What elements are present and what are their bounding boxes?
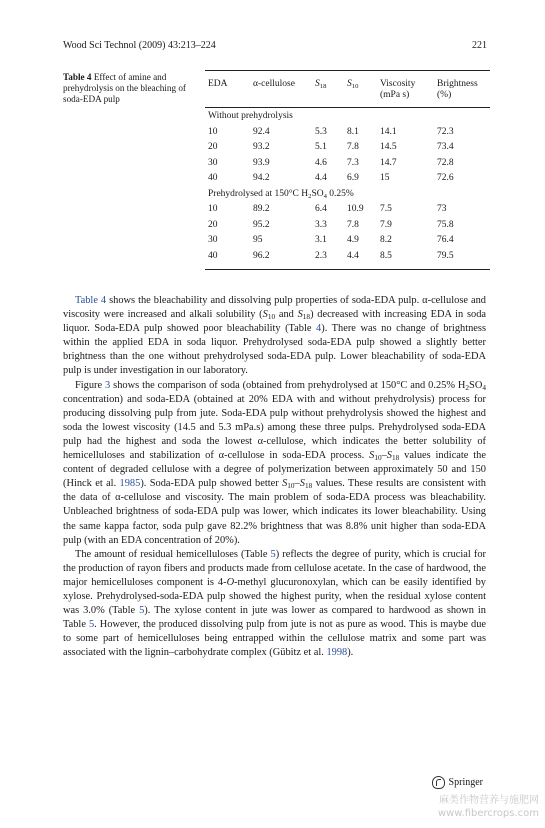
cell-s10: 7.8 bbox=[347, 219, 359, 230]
col-header-eda: EDA bbox=[208, 79, 228, 89]
cell-alpha-cellulose: 96.2 bbox=[253, 250, 270, 261]
cell-brightness: 76.4 bbox=[437, 235, 454, 245]
cell-alpha-cellulose: 95.2 bbox=[253, 219, 270, 230]
cell-viscosity: 14.7 bbox=[380, 157, 397, 168]
col-header-brightness: Brightness (%) bbox=[437, 79, 478, 100]
cell-viscosity: 15 bbox=[380, 173, 390, 183]
col-header-s18: $S_{18}$ bbox=[315, 79, 327, 90]
cell-alpha-cellulose: 92.4 bbox=[253, 126, 270, 137]
cell-s18: 6.4 bbox=[315, 204, 327, 214]
body-text bbox=[63, 294, 486, 660]
cell-alpha-cellulose: 93.9 bbox=[253, 157, 270, 168]
cell-viscosity: 14.5 bbox=[380, 142, 397, 152]
table-section-title bbox=[205, 108, 490, 124]
cell-eda: 40 bbox=[208, 173, 218, 183]
table-header bbox=[205, 71, 490, 107]
cell-brightness: 75.8 bbox=[437, 219, 454, 230]
cell-viscosity: 14.1 bbox=[380, 126, 397, 137]
cell-s18: 5.1 bbox=[315, 142, 327, 152]
cell-s18: 3.3 bbox=[315, 219, 327, 230]
paragraph-3: The amount of residual hemicelluloses (Table 5) reflects the degree of purity, which is crucial for the production of rayon fibers and products made from cellulose acetate. In the case of hardwood, the major hemicelluloses component is 4-O-methyl glucuronoxylan, which can be easily identified by xylose. Prehydrolysed-soda-EDA pulp showed the highest purity, when the residual xylose content was 3.0% (Table 5). The xylose content in jute was lower as compared to hardwood as shown in Table 5. However, the produced dissolving pulp from jute is not as pure as wood. This is maybe due to some part of hemicelluloses being entrapped within the cellulose matrix and some part was associated with the lignin–carbohydrate complex (Gübitz et al. 1998). bbox=[63, 548, 486, 659]
cell-s18: 4.6 bbox=[315, 157, 327, 168]
table-row bbox=[205, 155, 490, 171]
cell-alpha-cellulose: 89.2 bbox=[253, 204, 270, 214]
page-number: 221 bbox=[472, 40, 487, 51]
table-row bbox=[205, 248, 490, 264]
watermark-line-2: www.fibercrops.com bbox=[437, 808, 539, 819]
cell-s10: 8.1 bbox=[347, 126, 359, 137]
table-label: Table 4 bbox=[63, 72, 92, 82]
cell-brightness: 73 bbox=[437, 204, 447, 214]
paragraph-1: Table 4 shows the bleachability and dissolving pulp properties of soda-EDA pulp. α-cellulose and viscosity were increased and alkali solubility ($S_{10}$ and $S_{18}$) decreased with increasing EDA in soda liquor. Soda-EDA pulp showed poor bleachability (Table 4). There was no change of brightness within the applied EDA in soda liquor. Prehydrolysed soda-EDA pulp showed a slightly better brightness than the one without prehydrolysed soda-EDA pulp. Lower bleachability of soda-EDA pulp is under investigation in our laboratory. bbox=[63, 295, 487, 377]
cell-viscosity: 8.5 bbox=[380, 250, 392, 261]
cell-s10: 7.8 bbox=[347, 142, 359, 152]
cell-brightness: 72.8 bbox=[437, 157, 454, 168]
section-title-text: Without prehydrolysis bbox=[208, 111, 293, 121]
cell-brightness: 72.3 bbox=[437, 126, 454, 137]
col-header-viscosity: Viscosity (mPa s) bbox=[380, 79, 416, 100]
cell-eda: 40 bbox=[208, 250, 218, 261]
cell-eda: 20 bbox=[208, 219, 218, 230]
cell-s18: 5.3 bbox=[315, 126, 327, 137]
springer-logo-icon bbox=[432, 776, 445, 789]
cell-s10: 7.3 bbox=[347, 157, 359, 168]
table-row bbox=[205, 232, 490, 248]
running-header bbox=[63, 40, 487, 51]
table-row bbox=[205, 124, 490, 140]
col-header-s10: $S_{10}$ bbox=[347, 79, 359, 90]
journal-citation: Wood Sci Technol (2009) 43:213–224 bbox=[63, 40, 216, 51]
table-row bbox=[205, 170, 490, 186]
section-title-text: Prehydrolysed at 150°C $H_2SO_4$ 0.25% bbox=[208, 188, 354, 200]
cell-alpha-cellulose: 93.2 bbox=[253, 142, 270, 152]
paragraph-2: Figure 3 shows the comparison of soda (obtained from prehydrolysed at 150°C and 0.25% $H_2SO_4$ concentration) and soda-EDA (obtained at 20% EDA with and without prehydrolysis) process for producing dissolving pulp from jute. Soda-EDA pulp without prehydrolysis showed the highest and soda the lowest viscosity (14.5 and 5.3 mPa.s) among these three pulps. Prehydrolysed soda-EDA pulp had the highest and soda the lowest α-cellulose, which indicates the better solubility of hemicelluloses and stabilization of α-cellulose in soda-EDA process. $S_{10}-S_{18}$ values indicate the content of degraded cellulose with a degree of polymerization between approximately 50 and 150 (Hinck et al. 1985). Soda-EDA pulp showed better $S_{10}-S_{18}$ values. These results are consistent with the data of α-cellulose and viscosity. The main problem of soda-EDA process was bleachability. Unbleached brightness of soda-EDA pulp was lower, which indicates its lower bleachability. Using the same kappa factor, soda pulp gave 82.2% brightness that was 8.8% unit higher than soda-EDA pulp (with an EDA concentration of 20%). bbox=[63, 379, 486, 546]
publisher-footer bbox=[432, 776, 483, 789]
cell-brightness: 73.4 bbox=[437, 142, 454, 152]
table-row bbox=[205, 217, 490, 233]
cell-viscosity: 7.9 bbox=[380, 219, 392, 230]
cell-alpha-cellulose: 94.2 bbox=[253, 173, 270, 183]
cell-brightness: 72.6 bbox=[437, 173, 454, 183]
cell-s18: 3.1 bbox=[315, 235, 327, 245]
cell-s10: 4.9 bbox=[347, 235, 359, 245]
cell-s18: 2.3 bbox=[315, 250, 327, 261]
col-header-alpha-cellulose: α-cellulose bbox=[253, 79, 295, 89]
table-body bbox=[205, 108, 490, 269]
cell-eda: 30 bbox=[208, 235, 218, 245]
cell-eda: 10 bbox=[208, 126, 218, 137]
table-row bbox=[205, 201, 490, 217]
cell-alpha-cellulose: 95 bbox=[253, 235, 263, 245]
cell-brightness: 79.5 bbox=[437, 250, 454, 261]
cell-eda: 10 bbox=[208, 204, 218, 214]
data-table bbox=[205, 70, 490, 270]
table-section-title bbox=[205, 186, 490, 202]
cell-viscosity: 7.5 bbox=[380, 204, 392, 214]
cell-viscosity: 8.2 bbox=[380, 235, 392, 245]
cell-s18: 4.4 bbox=[315, 173, 327, 183]
publisher-name: Springer bbox=[448, 777, 483, 788]
table-caption bbox=[63, 72, 193, 105]
table-caption-text: Effect of amine and prehydrolysis on the bleaching of soda-EDA pulp bbox=[63, 72, 186, 104]
cell-s10: 4.4 bbox=[347, 250, 359, 261]
watermark-line-1: 麻类作物营养与施肥网 bbox=[439, 795, 539, 806]
cell-s10: 10.9 bbox=[347, 204, 364, 214]
table-row bbox=[205, 139, 490, 155]
cell-s10: 6.9 bbox=[347, 173, 359, 183]
cell-eda: 30 bbox=[208, 157, 218, 168]
site-watermark bbox=[438, 794, 539, 820]
cell-eda: 20 bbox=[208, 142, 218, 152]
